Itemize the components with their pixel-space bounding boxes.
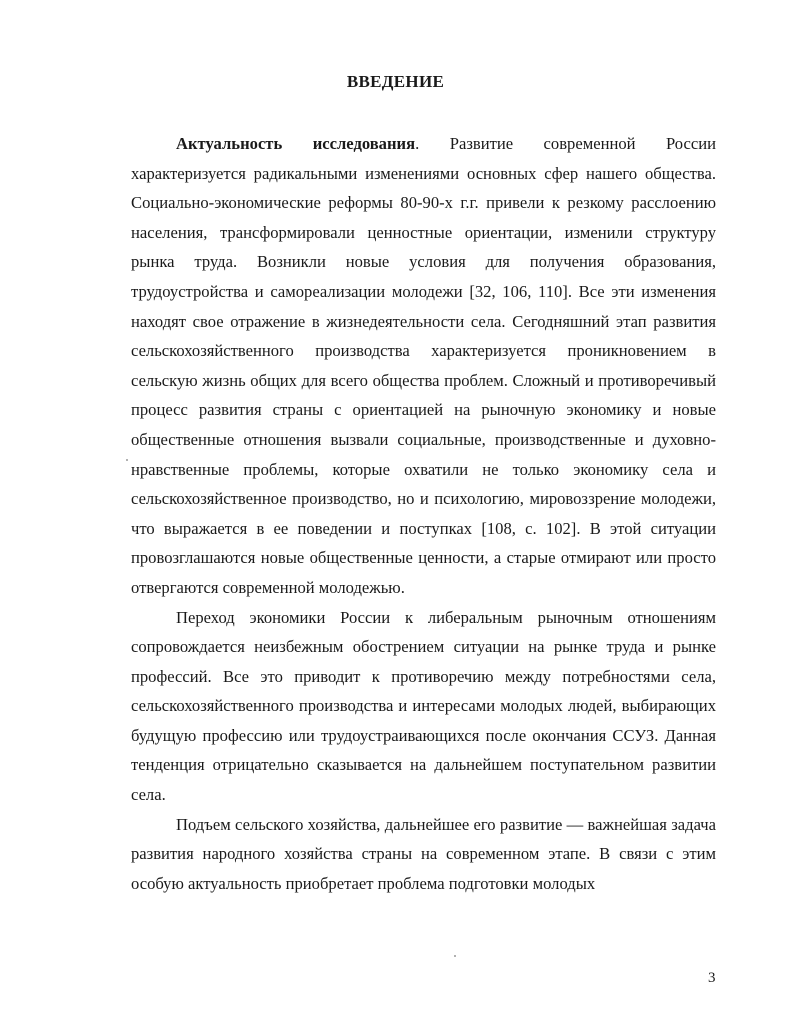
scan-speck [126,459,128,461]
page-number: 3 [708,970,716,986]
paragraph-relevance [131,129,716,603]
scan-speck [454,955,456,957]
paragraph-agriculture: Подъем сельского хозяйства, дальнейшее его развитие — важнейшая задача развития народного хозяйства страны на современном этапе. В связи с этим особую актуальность приобретает проблема подготовки молодых [131,814,716,893]
paragraph-text: Развитие современной России характеризуется радикальными изменениями основных сфер нашего общества. Социально-экономические реформы 80-90-х г.г. привели к резкому расслоению населения, трансформировали ценностные ориентации, изменили структуру рынка труда. Возникли новые условия для получения образования, трудоустройства и самореализации молодежи [32, 106, 110]. Все эти изменения находят свое отражение в жизнедеятельности села. Сегодняшний этап развития сельскохозяйственного производства характеризуется проникновением в сельскую жизнь общих для всего общества проблем. Сложный и противоречивый процесс развития страны с ориентацией на рыночную экономику и новые общественные отношения вызвали социальные, производственные и духовно-нравственные проблемы, которые охватили не только экономику села и сельскохозяйственное производство, но и психологию, мировоззрение молодежи, что выражается в ее поведении и поступках [108, с. 102]. В этой ситуации провозглашаются новые общественные ценности, а старые отмирают или просто отвергаются современной молодежью. [131,134,716,597]
body-text [131,129,716,898]
paragraph-labor-market: Переход экономики России к либеральным рыночным отношениям сопровождается неизбежным обострением ситуации на рынке труда и рынке профессий. Все это приводит к противоречию между потребностями села, сельскохозяйственного производства и интересами молодых людей, выбирающих будущую профессию или трудоустраивающихся после окончания ССУЗ. Данная тенденция отрицательно сказывается на дальнейшем поступательном развитии села. [131,607,716,805]
relevance-heading: Актуальность исследования [176,134,416,153]
page-title: ВВЕДЕНИЕ [346,72,445,91]
relevance-heading-punct: . [415,134,420,153]
